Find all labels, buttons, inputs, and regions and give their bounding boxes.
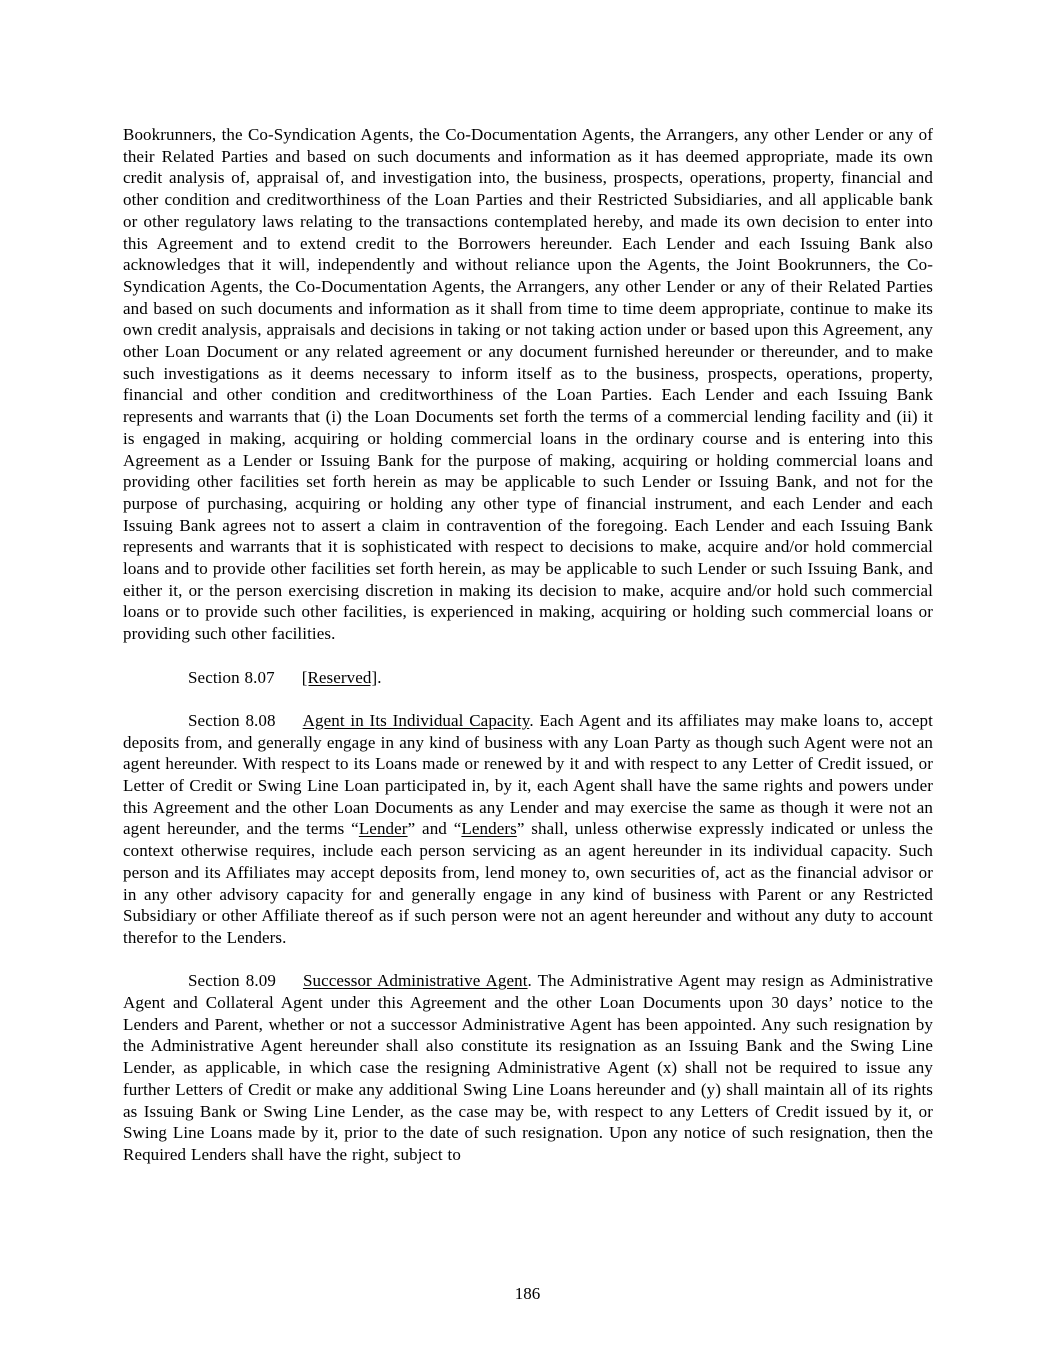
page-body — [123, 124, 933, 1166]
text-run: Section 8.09 — [188, 971, 276, 991]
paragraph-section-8-09 — [123, 970, 933, 1165]
text-run: . Each Agent and its affiliates may make loans to, accept deposits from, and generally engage in any kind of business with any Loan Party as though such Agent were not an agent hereunder. With respect to its Loans made or renewed by it and with respect to any Letter of Credit issued, or Letter of Credit or Swing Line Loan participated in, by it, each Agent shall have the same rights and powers under this Agreement and the other Loan Documents as any Lender and may exercise the same as though it were not an agent hereunder, and the terms “ — [123, 710, 933, 839]
text-run: Bookrunners, the Co-Syndication Agents, the Co-Documentation Agents, the Arrangers, any other Lender or any of their Related Parties and based on such documents and information as it has deemed appropriate, made its own credit analysis of, appraisal of, and investigation into, the business, prospects, operations, property, financial and other condition and creditworthiness of the Loan Parties and their Restricted Subsidiaries, and all applicable bank or other regulatory laws relating to the transactions contemplated hereby, and made its own decision to enter into this Agreement and to extend credit to the Borrowers hereunder. Each Lender and each Issuing Bank also acknowledges that it will, independently and without reliance upon the Agents, the Joint Bookrunners, the Co-Syndication Agents, the Co-Documentation Agents, the Arrangers, any other Lender or any of their Related Parties and based on such documents and information as it shall from time to time deem appropriate, continue to make its own credit analysis, appraisals and decisions in taking or not taking action under or based upon this Agreement, any other Loan Document or any related agreement or any document furnished hereunder or thereunder, and to make such investigations as it deems necessary to inform itself as to the business, prospects, operations, property, financial and other condition and creditworthiness of the Loan Parties. Each Lender and each Issuing Bank represents and warrants that (i) the Loan Documents set forth the terms of a commercial lending facility and (ii) it is engaged in making, acquiring or holding commercial loans in the ordinary course and is entering into this Agreement as a Lender or Issuing Bank for the purpose of making, acquiring or holding commercial loans and providing other facilities set forth herein as may be applicable to such Lender or Issuing Bank, and not for the purpose of purchasing, acquiring or holding any other type of financial instrument, and each Lender and each Issuing Bank agrees not to assert a claim in contravention of the foregoing. Each Lender and each Issuing Bank represents and warrants that it is sophisticated with respect to decisions to make, acquire and/or hold commercial loans and to provide other facilities set forth herein, as may be applicable to such Lender or such Issuing Bank, and either it, or the person exercising discretion in making its decision to make, acquire and/or hold such commercial loans or to provide such other facilities, is experienced in making, acquiring or holding such commercial loans or providing such other facilities. — [123, 125, 933, 644]
paragraph-section-8-07 — [123, 667, 933, 689]
text-run: . The Administrative Agent may resign as Administrative Agent and Collateral Agent under this Agreement and the other Loan Documents upon 30 days’ notice to the Lenders and Parent, whether or not a successor Administrative Agent has been appointed. Any such resignation by the Administrative Agent hereunder shall also constitute its resignation as an Issuing Bank and the Swing Line Lender, as applicable, in which case the resigning Administrative Agent (x) shall not be required to issue any further Letters of Credit or make any additional Swing Line Loans hereunder and (y) shall maintain all of its rights as Issuing Bank or Swing Line Lender, as the case may be, with respect to any Letters of Credit issued by it, or Swing Line Loans made by it, prior to the date of such resignation. Upon any notice of such resignation, then the Required Lenders shall have the right, subject to — [123, 971, 933, 1164]
underlined-text: Lender — [358, 819, 408, 839]
underlined-text: Lenders — [461, 819, 517, 839]
text-run: Section 8.08 — [188, 710, 276, 730]
underlined-text: Successor Administrative Agent — [302, 971, 528, 991]
underlined-text: Agent in Its Individual Capacity — [302, 710, 530, 730]
text-run: . — [377, 667, 382, 687]
paragraph-section-8-08 — [123, 710, 933, 949]
text-run: ” and “ — [407, 819, 462, 839]
paragraph-continuation — [123, 124, 933, 645]
underlined-text: [Reserved] — [301, 667, 378, 687]
text-run: Section 8.07 — [188, 667, 275, 687]
page-number: 186 — [514, 1284, 541, 1303]
text-run: ” shall, unless otherwise expressly indicated or unless the context otherwise requires, include each person servicing as an agent hereunder in its individual capacity. Such person and its Affiliates may accept deposits from, lend money to, own securities of, act as the financial advisor or in any other advisory capacity for and generally engage in any kind of business with Parent or any Restricted Subsidiary or other Affiliate thereof as if such person were not an agent hereunder and without any duty to account therefor to the Lenders. — [123, 819, 933, 947]
